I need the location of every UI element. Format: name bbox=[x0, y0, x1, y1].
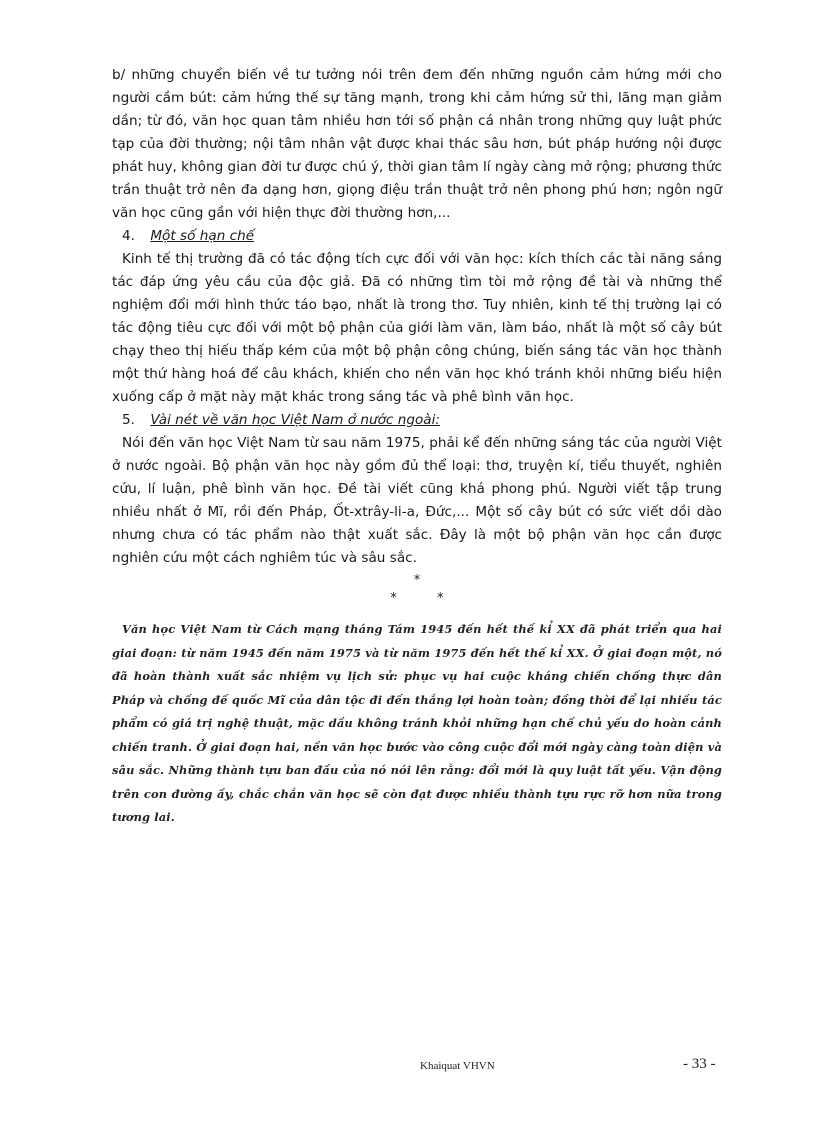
separator-bottom-stars: * * bbox=[390, 591, 462, 606]
section-4-title: Một số hạn chế bbox=[150, 228, 255, 244]
paragraph-overseas-literature: Nói đến văn học Việt Nam từ sau năm 1975, phải kể đến những sáng tác của người Việt ở nước ngoài. Bộ phận văn học này gồm đủ thể loại: thơ, truyện kí, tiểu thuyết, nghiên cứu, lí luận, phê bình văn học. Đề tài viết cũng khá phong phú. Người viết tập trung nhiều nhất ở Mĩ, rồi đến Pháp, Ốt-xtrây-li-a, Đức,... Một số cây bút có sức viết dồi dào nhưng chưa có tác phẩm nào thật xuất sắc. Đây là một bộ phận văn học cần được nghiên cứu một cách nghiêm túc và sâu sắc. bbox=[112, 435, 722, 566]
conclusion-paragraph: Văn học Việt Nam từ Cách mạng tháng Tám 1945 đến hết thế kỉ XX đã phát triển qua hai giai đoạn: từ năm 1945 đến năm 1975 và từ năm 1975 đến hết thế kỉ XX. Ở giai đoạn một, nó đã hoàn thành xuất sắc nhiệm vụ lịch sử: phục vụ hai cuộc kháng chiến chống thực dân Pháp và chống đế quốc Mĩ của dân tộc đi đến thắng lợi hoàn toàn; đồng thời để lại nhiều tác phẩm có giá trị nghệ thuật, mặc dầu không tránh khỏi những hạn chế chủ yếu do hoàn cảnh chiến tranh. Ở giai đoạn hai, nền văn học bước vào công cuộc đổi mới ngày càng toàn diện và sâu sắc. Những thành tựu ban đầu của nó nói lên rằng: đổi mới là quy luật tất yếu. Vận động trên con đường ấy, chắc chắn văn học sẽ còn đạt được nhiều thành tựu rực rỡ hơn nữa trong tương lai. bbox=[112, 622, 722, 824]
footer-document-title: Khaiquat VHVN bbox=[420, 1060, 495, 1072]
section-5-number: 5. bbox=[122, 412, 135, 428]
section-5-heading bbox=[112, 409, 722, 432]
paragraph-limitations: Kinh tế thị trường đã có tác động tích cực đối với văn học: kích thích các tài năng sáng tác đáp ứng yêu cầu của độc giả. Đã có những tìm tòi mở rộng đề tài và những thể nghiệm đổi mới hình thức táo bạo, nhất là trong thơ. Tuy nhiên, kinh tế thị trường lại có tác động tiêu cực đối với một bộ phận của giới làm văn, làm báo, nhất là một số cây bút chạy theo thị hiếu thấp kém của một bộ phận công chúng, biến sáng tác văn học thành một thứ hàng hoá để câu khách, khiến cho nền văn học khó tránh khỏi những biểu hiện xuống cấp ở mặt này mặt khác trong sáng tác và phê bình văn học. bbox=[112, 251, 722, 405]
paragraph-b: b/ những chuyển biến về tư tưởng nói trên đem đến những nguồn cảm hứng mới cho người cầm bút: cảm hứng thế sự tăng mạnh, trong khi cảm hứng sử thi, lãng mạn giảm dần; từ đó, văn học quan tâm nhiều hơn tới số phận cá nhân trong những quy luật phức tạp của đời thường; nội tâm nhân vật được khai thác sâu hơn, bút pháp hướng nội được phát huy, không gian đời tư được chú ý, thời gian tâm lí ngày càng mở rộng; phương thức trần thuật trở nên đa dạng hơn, giọng điệu trần thuật trở nên phong phú hơn; ngôn ngữ văn học cũng gần với hiện thực đời thường hơn,... bbox=[112, 67, 722, 221]
section-5-title: Vài nét về văn học Việt Nam ở nước ngoài: bbox=[150, 412, 440, 428]
section-4-number: 4. bbox=[122, 228, 135, 244]
footer-page-number: - 33 - bbox=[683, 1056, 716, 1072]
separator-top-star: * bbox=[413, 573, 421, 588]
page-content bbox=[112, 64, 722, 830]
section-4-heading bbox=[112, 225, 722, 248]
section-separator bbox=[112, 572, 722, 608]
